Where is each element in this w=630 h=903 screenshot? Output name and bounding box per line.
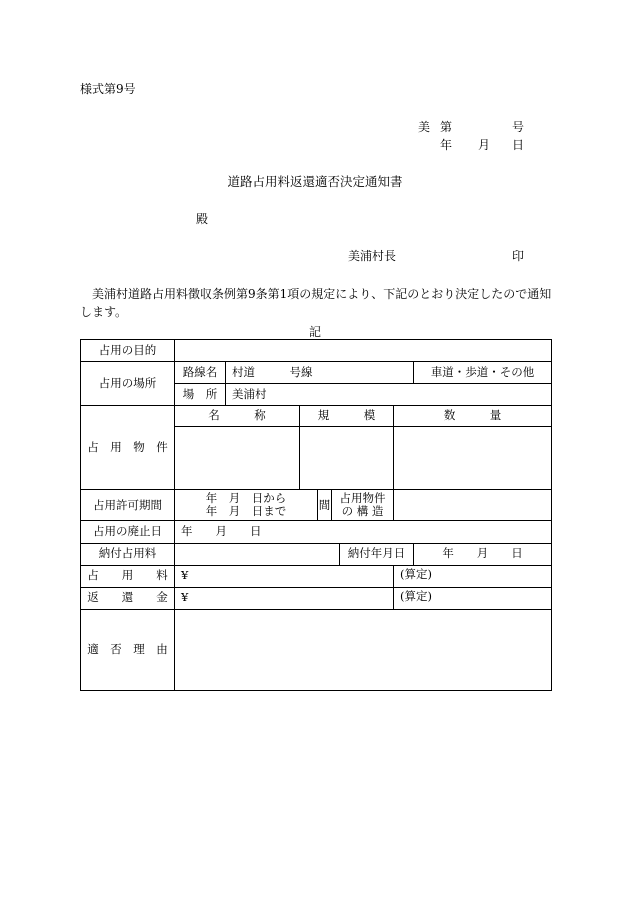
refund-label: 返 還 金 [81,587,175,609]
structure-value[interactable] [394,490,552,521]
paid-date-value[interactable]: 年 月 日 [414,543,552,565]
addressee-suffix: 殿 [196,212,209,226]
object-scale-value[interactable] [300,427,394,490]
period-label: 占用許可期間 [81,490,175,521]
row-purpose [81,340,552,362]
reason-label: 適 否 理 由 [81,609,175,690]
route-name-value[interactable]: 村道 号線 [226,362,414,384]
period-ma: 間 [318,490,332,521]
issue-day: 日 [512,138,525,152]
paid-date-label: 納付年月日 [340,543,414,565]
reason-value[interactable] [175,609,552,690]
abolish-label: 占用の廃止日 [81,521,175,543]
fee-calc[interactable]: (算定) [394,565,552,587]
fee-label: 占 用 料 [81,565,175,587]
issue-go: 号 [512,120,525,134]
issue-year: 年 [440,138,453,152]
issue-month: 月 [478,138,491,152]
issuer-name: 美浦村長 [348,249,397,263]
road-type[interactable]: 車道・歩道・その他 [414,362,552,384]
row-fee [81,565,552,587]
purpose-label: 占用の目的 [81,340,175,362]
refund-yen[interactable]: ¥ [175,587,394,609]
form-number: 様式第9号 [80,82,136,96]
row-paid [81,543,552,565]
row-abolish [81,521,552,543]
row-reason [81,609,552,690]
structure-label [332,490,394,521]
issue-prefix: 美 [418,120,431,134]
refund-calc[interactable]: (算定) [394,587,552,609]
seal-mark: 印 [512,249,525,263]
structure-label-2: の 構 造 [341,504,384,519]
col-name-header: 名 称 [175,406,300,427]
row-object-header [81,406,552,427]
col-quantity-header: 数 量 [394,406,552,427]
issue-dai: 第 [440,120,453,134]
document-title: 道路占用料返還適否決定通知書 [227,174,403,189]
structure-label-1: 占用物件 [339,491,386,506]
purpose-value[interactable] [175,340,552,362]
paid-fee-label: 納付占用料 [81,543,175,565]
fee-yen[interactable]: ¥ [175,565,394,587]
location-label: 場 所 [175,384,226,406]
ki-heading: 記 [308,325,321,339]
object-quantity-value[interactable] [394,427,552,490]
row-route [81,362,552,384]
object-name-value[interactable] [175,427,300,490]
col-scale-header: 規 模 [300,406,394,427]
body-text: 美浦村道路占用料徴収条例第9条第1項の規定により、下記のとおり決定したので通知します。 [80,287,552,319]
row-period [81,490,552,521]
route-name-label: 路線名 [175,362,226,384]
row-refund [81,587,552,609]
period-from: 年 月 日から [205,491,287,506]
place-label: 占用の場所 [81,362,175,406]
object-label: 占 用 物 件 [81,406,175,490]
form-table [80,339,552,691]
period-to: 年 月 日まで [205,504,287,519]
period-dates[interactable] [175,490,318,521]
abolish-date[interactable]: 年 月 日 [175,521,552,543]
paid-fee-value[interactable] [175,543,340,565]
location-value[interactable]: 美浦村 [226,384,552,406]
